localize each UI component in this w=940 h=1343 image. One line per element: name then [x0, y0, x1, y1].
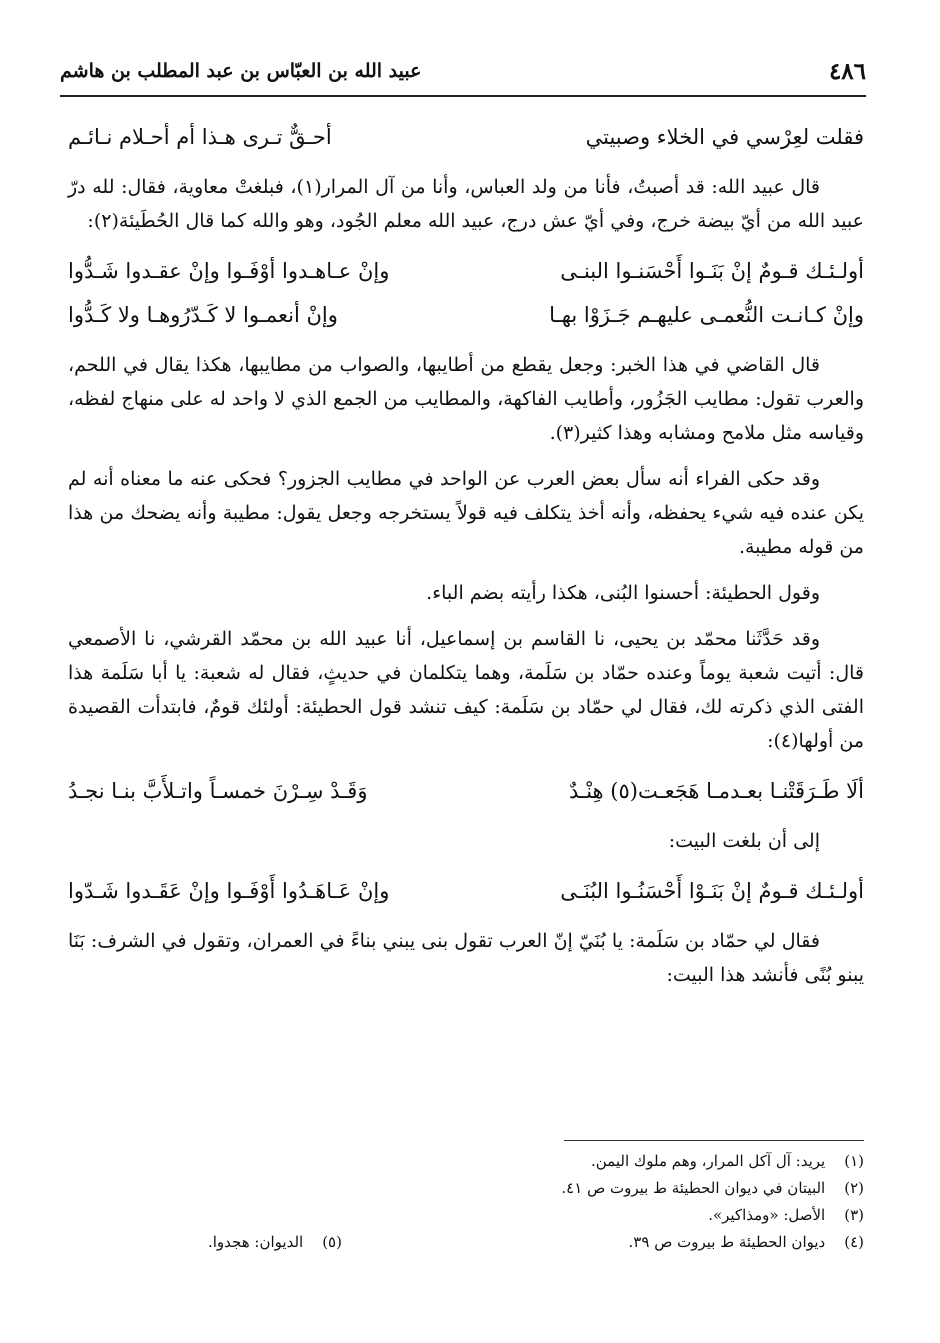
verse-second-hemistich: وإنْ عَـاهَـدُوا أَوْفَـوا وإنْ عَقَـدوا شَـدّوا [68, 879, 390, 903]
verse-line [68, 294, 864, 336]
verse-first-hemistich: ألَا طَـرَقَتْنـا بعـدمـا هَجَعـت(٥) هِنْـدٌ [569, 779, 864, 803]
verse-block-2 [68, 250, 864, 336]
paragraph: وقد حَدَّثَنا محمّد بن يحيى، نا القاسم بن إسماعيل، أنا عبيد الله بن محمّد القرشي، نا الأصمعي قال: أتيت شعبة يوماً وعنده حمّاد بن سَلَمة، وهما يتكلمان في حديثٍ، فقال له شعبة: يا أبا سَلَمة هذا الفتى الذي ذكرته لك، فقال لي حمّاد بن سَلَمة: كيف تنشد قول الحطيئة: أولئك قومٌ، فابتدأت القصيدة من أولها(٤): [68, 628, 864, 752]
verse-first-hemistich: أولـئـك قـومٌ إنْ بَنَـوا أَحْسَنـوا البنـى [560, 259, 864, 283]
footnote-text: الأصل: «ومذاكير». [708, 1206, 826, 1224]
verse-first-hemistich: فقلت لعِرْسي في الخلاء وصبيتي [585, 125, 864, 149]
paragraph: وقول الحطيئة: أحسنوا البُنى، هكذا رأيته بضم الباء. [426, 582, 820, 604]
verse-second-hemistich: وإنْ عـاهـدوا أوْفَـوا وإنْ عقـدوا شَـدُّوا [68, 259, 390, 283]
footnote-number: (٣) [844, 1206, 864, 1224]
footnote [68, 1175, 864, 1202]
verse-second-hemistich: وَقَـدْ سِـرْنَ خمسـاً واتـلأَبَّ بنـا نجـدُ [68, 779, 368, 803]
verse-line [68, 870, 864, 912]
footnote [208, 1229, 342, 1256]
verse-first-hemistich: وإنْ كـانـت النُّعمـى عليهـم جَـزَوْا بهـا [549, 303, 864, 327]
verse-second-hemistich: وإنْ أنعمـوا لا كَـدّرُوهـا ولا كَـدُّوا [68, 303, 338, 327]
paragraph: قال القاضي في هذا الخبر: وجعل يقطع من أطايبها، والصواب من مطايبها، هكذا يقال في اللحم، والعرب تقول: مطايب الجَزُور، وأطايب الفاكهة، والمطايب من الجمع الذي لا واحد له على منهاج لفظه، وقياسه مثل ملامح ومشابه وهذا كثير(٣). [68, 354, 864, 444]
running-title: عبيد الله بن العبّاس بن عبد المطلب بن هاشم [60, 60, 422, 82]
footnote [68, 1202, 864, 1229]
paragraph: إلى أن بلغت البيت: [668, 830, 820, 852]
verse-block-3 [68, 770, 864, 812]
page-header [60, 58, 866, 92]
header-divider [60, 95, 866, 97]
verse-second-hemistich: أحـقٌّ تـرى هـذا أم أحـلام نـائـم [68, 125, 332, 149]
main-text [68, 112, 864, 1004]
footnote-number: (٤) [844, 1233, 864, 1251]
footnote-row [68, 1229, 864, 1256]
footnote-number: (١) [844, 1152, 864, 1170]
verse-line [68, 250, 864, 292]
footnote-text: البيتان في ديوان الحطيئة ط بيروت ص ٤١. [561, 1179, 826, 1197]
footnote-number: (٢) [844, 1179, 864, 1197]
verse-line [68, 116, 864, 158]
verse-block-1 [68, 116, 864, 158]
footnote-number: (٥) [322, 1233, 342, 1251]
verse-first-hemistich: أولـئـك قـومٌ إنْ بَنَـوْا أَحْسَنُـوا البُنَـى [560, 879, 864, 903]
paragraph: وقد حكى الفراء أنه سأل بعض العرب عن الواحد في مطايب الجزور؟ فحكى عنه ما معناه أنه لم يكن عنده فيه شيء يحفظه، وأنه أخذ يتكلف فيه قولاً يستخرجه وجعل يقول: مطيبة وأنه يضحك من هذا من قوله مطيبة. [68, 468, 864, 558]
verse-line [68, 770, 864, 812]
page-number: ٤٨٦ [828, 58, 866, 85]
footnote-text: يريد: آل آكل المرار، وهم ملوك اليمن. [591, 1152, 826, 1170]
verse-block-4 [68, 870, 864, 912]
footnote [68, 1148, 864, 1175]
footnote-text: الديوان: هجدوا. [208, 1233, 304, 1251]
paragraph: قال عبيد الله: قد أصبتُ، فأنا من ولد العباس، وأنا من آل المرار(١)، فبلغتْ معاوية، فقال: لله درّ عبيد الله من أيّ بيضة خرج، وفي أيّ عش درج، عبيد الله معلم الجُود، وهو والله كما قال الحُطَيئة(٢): [68, 176, 864, 232]
footnotes [68, 1148, 864, 1256]
footnote-divider [564, 1140, 864, 1141]
paragraph: فقال لي حمّاد بن سَلَمة: يا بُنَيّ إنّ العرب تقول بنى يبني بناءً في العمران، وتقول في الشرف: بَنَا يبنو بُنًى فأنشد هذا البيت: [68, 930, 864, 986]
footnote [629, 1229, 864, 1256]
footnote-text: ديوان الحطيئة ط بيروت ص ٣٩. [628, 1233, 826, 1251]
